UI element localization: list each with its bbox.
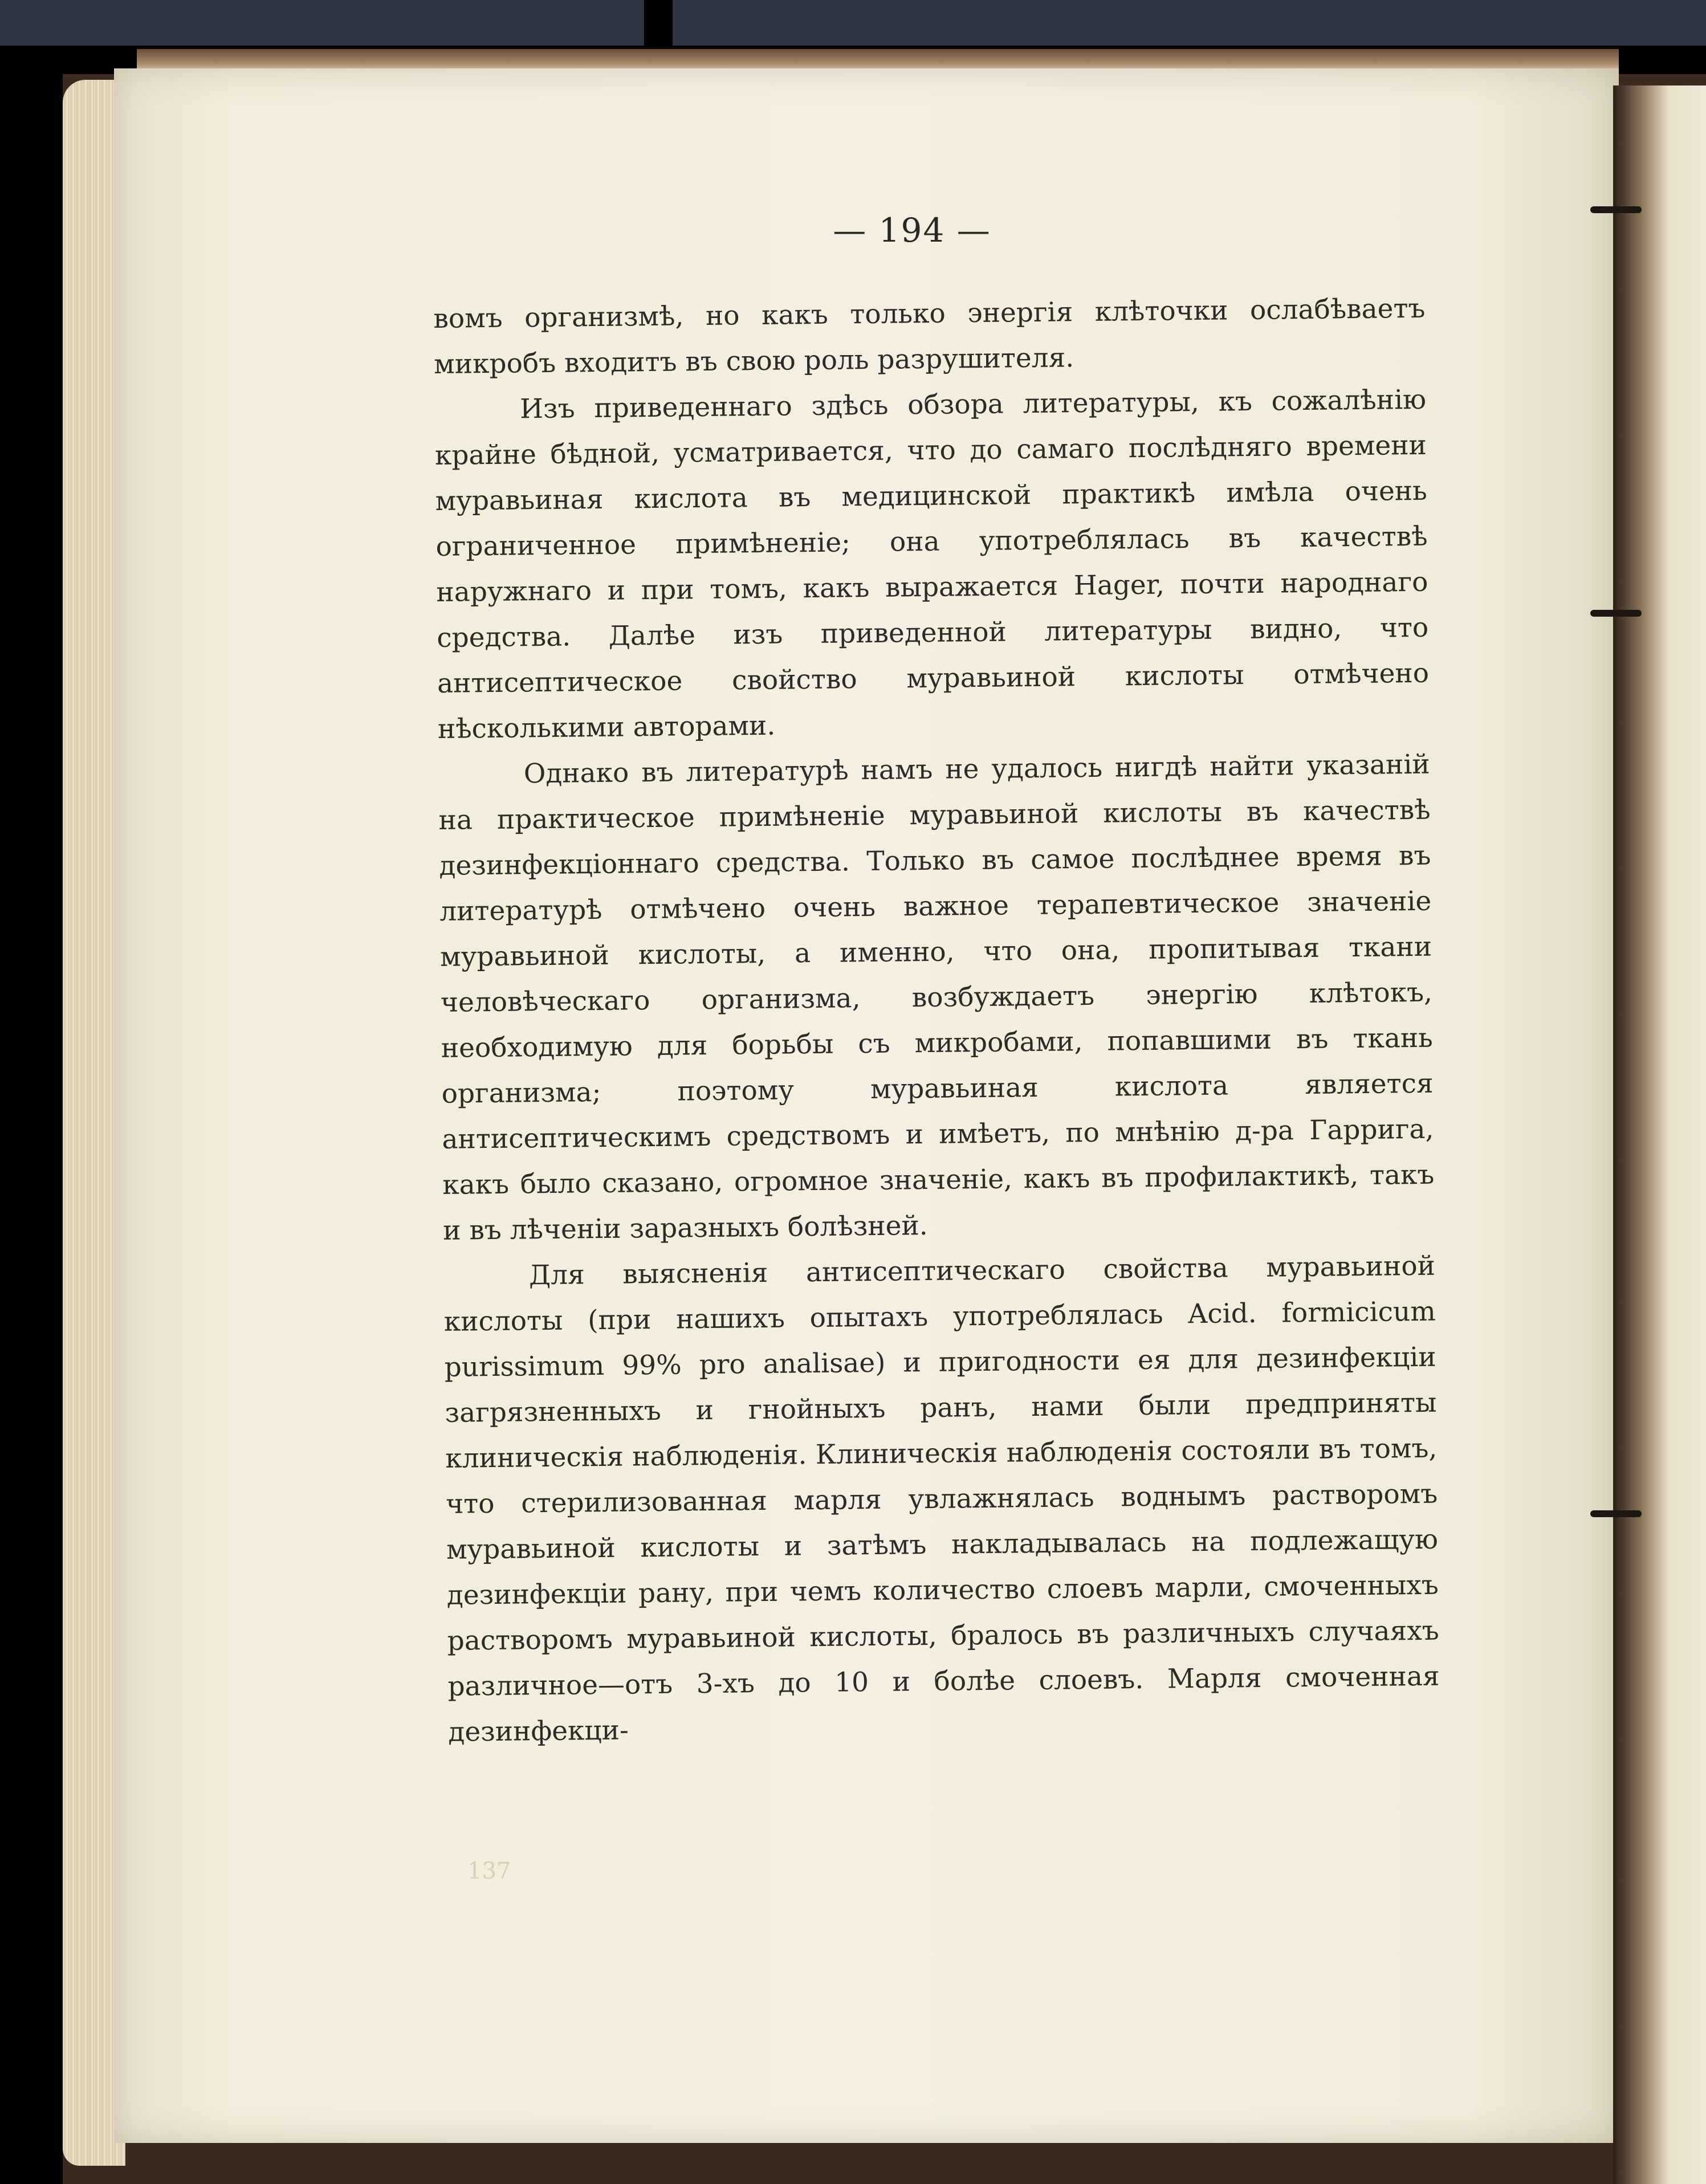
paragraph: Однако въ литературѣ намъ не удалось нигдѣ найти указаній на практическое примѣненіе муравьиной кислоты въ качествѣ дезинфекціоннаго средства. Только въ самое послѣднее время въ литературѣ отмѣчено очень важное терапевтическое значеніе муравьиной кислоты, а именно, что она, пропитывая ткани человѣческаго организма, возбуждаетъ энергію клѣтокъ, необходимую для борьбы съ микробами, попавшими въ ткань организма; поэтому муравьиная кислота является антисептическимъ средствомъ и имѣетъ, по мнѣнію д-ра Гаррига, какъ было сказано, огромное значеніе, какъ въ профилактикѣ, такъ и въ лѣченіи заразныхъ болѣзней. [438, 748, 1435, 1246]
binding-stitch [1590, 1510, 1642, 1517]
paragraph: вомъ организмѣ, но какъ только энергія клѣточки ослабѣваетъ микробъ входитъ въ свою роль разрушителя. [433, 292, 1426, 380]
page-number: — 194 — [833, 211, 991, 250]
facing-page-edge [1613, 85, 1706, 2184]
scanner-bar-left [0, 0, 644, 46]
paragraph: Для выясненія антисептическаго свойства муравьиной кислоты (при нашихъ опытахъ употреблялась Acid. formicicum purissimum 99% pro analisae) и пригодности ея для дезинфекціи загрязненныхъ и гнойныхъ ранъ, нами были предприняты клиническія наблюденія. Клиническія наблюденія состояли въ томъ, что стерилизованная марля увлажнялась воднымъ растворомъ муравьиной кислоты и затѣмъ накладывалась на подлежащую дезинфекціи рану, при чемъ количество слоевъ марли, смоченныхъ растворомъ муравьиной кислоты, бралось въ различныхъ случаяхъ различное—отъ 3-хъ до 10 и болѣе слоевъ. Марля смоченная дезинфекци- [443, 1250, 1440, 1748]
binding-stitch [1590, 610, 1642, 617]
page-body [433, 286, 1440, 1755]
bleed-through-mark: 137 [467, 1858, 511, 1884]
binding-stitch [1590, 206, 1642, 213]
scanner-bar-right [673, 0, 1706, 46]
paragraph: Изъ приведеннаго здѣсь обзора литературы, къ сожалѣнію крайне бѣдной, усматривается, что до самаго послѣдняго времени муравьиная кислота въ медицинской практикѣ имѣла очень ограниченное примѣненіе; она употреблялась въ качествѣ наружнаго и при томъ, какъ выражается Hager, почти народнаго средства. Далѣе изъ приведенной литературы видно, что антисептическое свойство муравьиной кислоты отмѣчено нѣсколькими авторами. [434, 384, 1430, 745]
